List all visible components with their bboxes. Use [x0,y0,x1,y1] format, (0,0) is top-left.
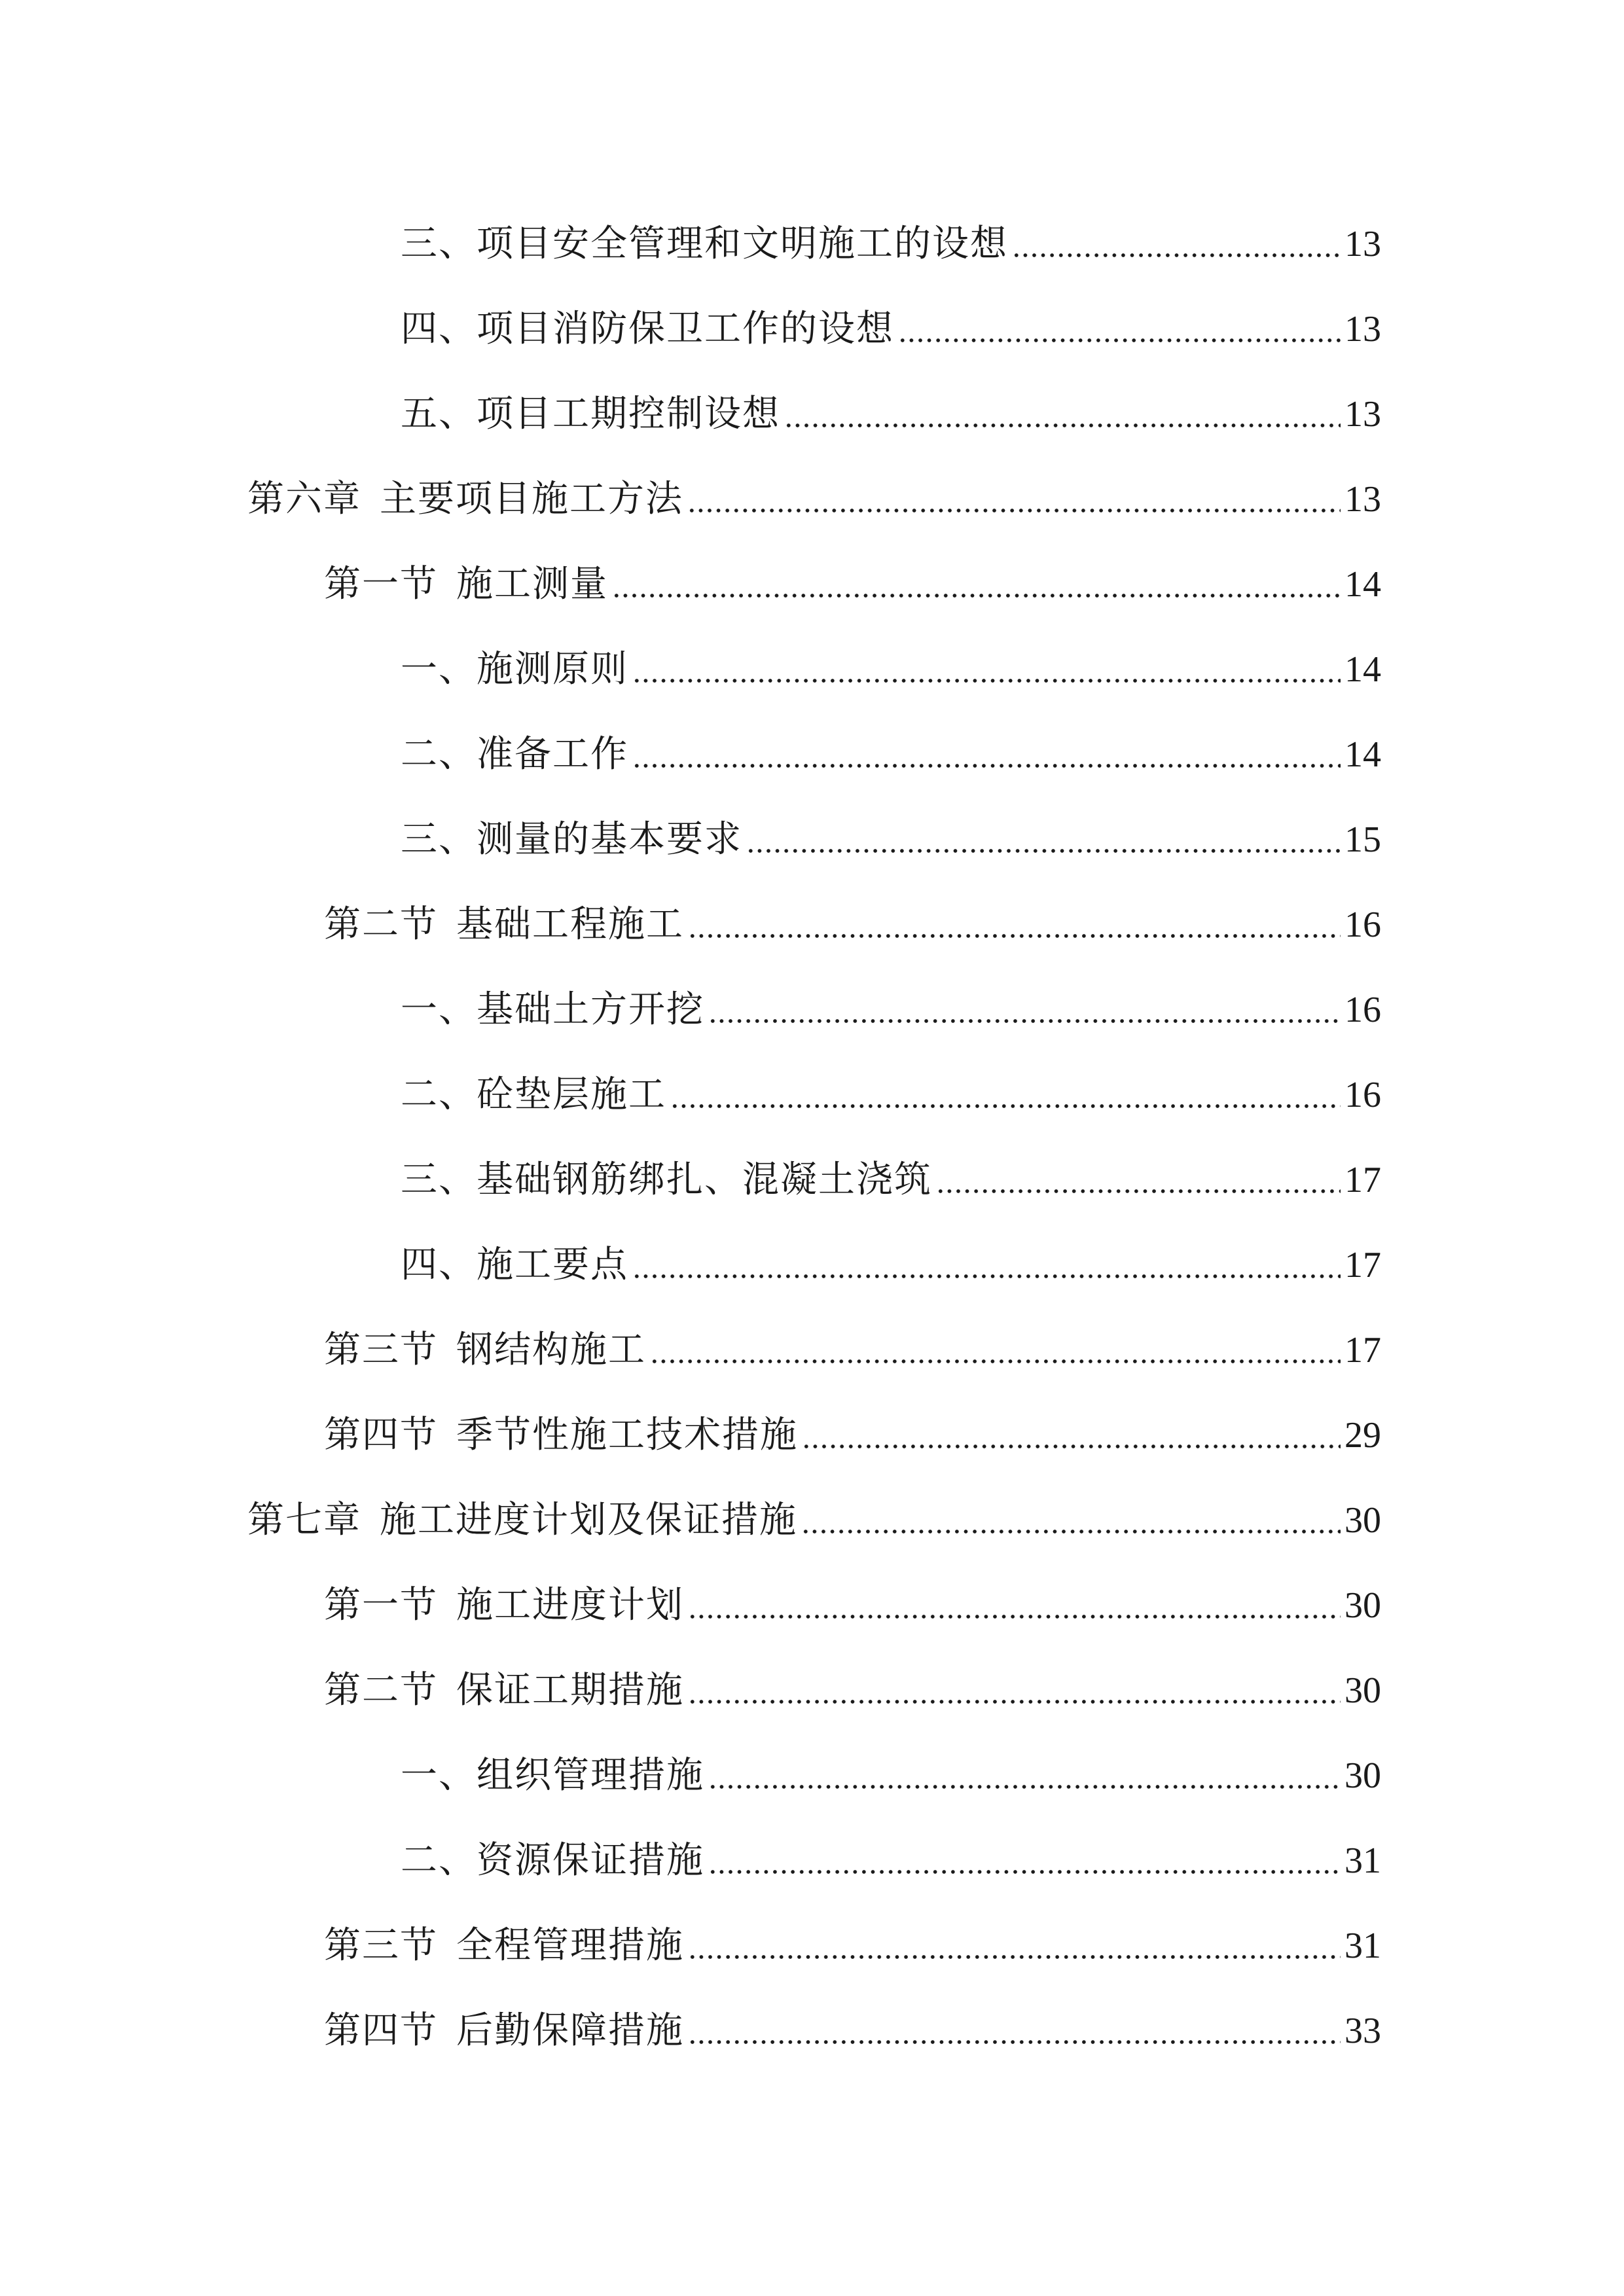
toc-entry[interactable] [401,974,1381,1033]
toc-page-number: 15 [1344,819,1381,860]
toc-entry-title [401,391,780,437]
toc-entry-label: 二、准备工作 [401,733,628,776]
toc-entry-label: 二、资源保证措施 [401,1839,704,1882]
toc-entry-prefix: 第四节 [324,2009,438,2052]
toc-entry-label: 钢结构施工 [456,1329,646,1371]
toc-entry[interactable] [401,293,1381,352]
dot-leader [688,933,1341,939]
dot-leader [632,763,1341,768]
toc-entry-label: 基础工程施工 [456,903,684,946]
toc-entry-label: 五、项目工期控制设想 [401,393,780,435]
toc-entry-label: 三、测量的基本要求 [401,818,742,861]
toc-entry-label: 四、项目消防保卫工作的设想 [401,308,894,350]
dot-leader [708,1869,1341,1874]
dot-leader [632,1274,1341,1279]
dot-leader [688,1699,1341,1704]
toc-page-number: 31 [1344,1840,1381,1881]
toc-entry[interactable] [401,1825,1381,1884]
toc-page-number: 14 [1344,734,1381,775]
dot-leader [1012,253,1341,258]
toc-entry-title [401,1157,932,1203]
toc-entry-prefix: 第二节 [324,903,438,946]
toc-entry-label: 保证工期措施 [456,1669,684,1712]
toc-entry-section[interactable] [324,1995,1381,2054]
toc-entry-section[interactable] [324,1910,1381,1969]
toc-page-number: 17 [1344,1160,1381,1200]
toc-entry-title [324,1668,684,1713]
toc-entry-title [324,1923,684,1969]
toc-entry-section[interactable] [324,548,1381,607]
toc-entry-title [324,2008,684,2054]
toc-entry[interactable] [401,1740,1381,1799]
toc-entry-prefix: 第四节 [324,1414,438,1456]
toc-entry[interactable] [401,804,1381,863]
dot-leader [898,338,1341,343]
dot-leader [708,1018,1341,1024]
toc-entry-label: 一、施测原则 [401,648,628,691]
toc-entry[interactable] [401,1059,1381,1118]
toc-page-number: 17 [1344,1330,1381,1371]
toc-entry-title [247,476,683,522]
toc-page-number: 30 [1344,1670,1381,1711]
toc-entry[interactable] [401,719,1381,778]
toc-entry-section[interactable] [324,1399,1381,1458]
dot-leader [687,508,1341,513]
toc-entry-title [324,1583,684,1628]
toc-page-number: 31 [1344,1926,1381,1966]
toc-entry-prefix: 第七章 [247,1499,361,1541]
toc-page-number: 30 [1344,1585,1381,1626]
dot-leader [746,848,1341,853]
toc-entry-title [324,1412,798,1458]
dot-leader [708,1784,1341,1789]
toc-entry-title [401,221,1008,267]
toc-entry-label: 主要项目施工方法 [380,478,683,520]
toc-page-number: 13 [1344,394,1381,435]
toc-entry-chapter[interactable] [247,1484,1381,1543]
dot-leader [650,1359,1341,1364]
toc-entry-title [401,1753,704,1799]
toc-entry-chapter[interactable] [247,463,1381,522]
toc-entry-title [401,732,628,778]
toc-entry-title [247,1498,797,1543]
toc-page-number: 30 [1344,1755,1381,1796]
dot-leader [936,1189,1341,1194]
toc-entry[interactable] [401,208,1381,267]
toc-entry-title [401,647,628,692]
dot-leader [688,2039,1341,2045]
toc-entry-prefix: 第三节 [324,1329,438,1371]
dot-leader [612,593,1341,598]
toc-entry-title [324,902,684,948]
toc-entry-label: 后勤保障措施 [456,2009,684,2052]
toc-entry-title [324,1327,646,1373]
toc-entry[interactable] [401,378,1381,437]
toc-entry-label: 三、项目安全管理和文明施工的设想 [401,223,1008,265]
toc-entry-prefix: 第一节 [324,563,438,605]
toc-entry-section[interactable] [324,1570,1381,1628]
dot-leader [802,1444,1341,1449]
toc-entry[interactable] [401,634,1381,692]
toc-entry-label: 季节性施工技术措施 [456,1414,798,1456]
toc-entry-label: 施工进度计划及保证措施 [380,1499,797,1541]
toc-entry-label: 三、基础钢筋绑扎、混凝土浇筑 [401,1158,932,1201]
toc-entry-label: 施工进度计划 [456,1584,684,1626]
toc-page-number: 30 [1344,1500,1381,1541]
toc-entry-title [401,817,742,863]
toc-entry[interactable] [401,1144,1381,1203]
toc-page-number: 13 [1344,309,1381,350]
toc-entry-label: 一、基础土方开挖 [401,988,704,1031]
toc-entry-title [401,987,704,1033]
toc-entry-section[interactable] [324,889,1381,948]
toc-entry-title [401,1838,704,1884]
toc-entry[interactable] [401,1229,1381,1288]
toc-entry-label: 二、砼垫层施工 [401,1073,666,1116]
toc-page-number: 33 [1344,2011,1381,2051]
toc-entry-label: 四、施工要点 [401,1244,628,1286]
toc-page-number: 16 [1344,905,1381,945]
toc-entry-title [401,1072,666,1118]
toc-entry-prefix: 第六章 [247,478,361,520]
toc-entry-title [401,306,894,352]
toc-entry-label: 全程管理措施 [456,1924,684,1967]
dot-leader [670,1103,1341,1109]
toc-entry-label: 施工测量 [456,563,608,605]
toc-page-number: 16 [1344,1075,1381,1115]
toc-entry-prefix: 第二节 [324,1669,438,1712]
toc-entry-section[interactable] [324,1314,1381,1373]
toc-entry-prefix: 第三节 [324,1924,438,1967]
toc-page-number: 16 [1344,990,1381,1030]
dot-leader [688,1614,1341,1619]
dot-leader [688,1954,1341,1960]
toc-page-number: 14 [1344,564,1381,605]
dot-leader [784,423,1341,428]
toc-entry-section[interactable] [324,1655,1381,1713]
toc-page-number: 14 [1344,649,1381,690]
dot-leader [801,1529,1341,1534]
toc-page-number: 17 [1344,1245,1381,1285]
toc-page-number: 13 [1344,224,1381,264]
toc-entry-title [324,562,608,607]
dot-leader [632,678,1341,683]
toc-entry-title [401,1242,628,1288]
toc-page-number: 13 [1344,479,1381,520]
toc-entry-prefix: 第一节 [324,1584,438,1626]
toc-page-number: 29 [1344,1415,1381,1456]
toc-entry-label: 一、组织管理措施 [401,1754,704,1797]
